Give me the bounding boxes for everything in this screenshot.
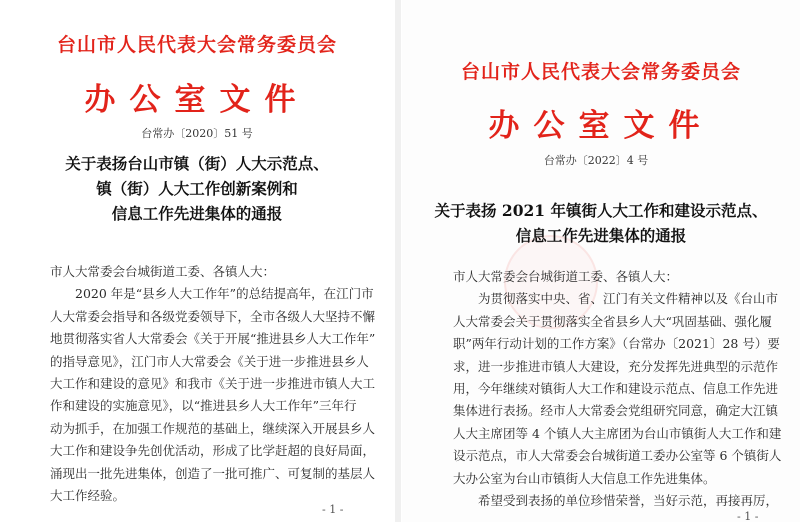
page-number: - 1 - (737, 510, 759, 523)
right-document-page (402, 0, 800, 522)
issuing-organization: 台山市人民代表大会常务委员会 (56, 34, 337, 56)
notice-heading (402, 198, 800, 248)
body-line: 用，今年继续对镇街人大工作和建设示范点、信息工作先进 (453, 381, 779, 397)
body-line: 大工作和建设的意见》和我市《关于进一步推进市镇人大工 (50, 376, 376, 392)
body-line: 职”两年行动计划的工作方案》（台常办〔2021〕28 号）要 (453, 336, 780, 352)
document-number: 台常办〔2020〕51 号 (141, 127, 253, 140)
salutation: 市人大常委会台城街道工委、各镇人大： (453, 269, 679, 284)
salutation: 市人大常委会台城街道工委、各镇人大： (50, 264, 276, 279)
body-line: 大工作和建设争先创优活动，形成了比学赶超的良好局面， (50, 443, 376, 459)
body-line: 为贯彻落实中央、省、江门有关文件精神以及《台山市 (478, 291, 779, 307)
body-line: 人大常委会指导和各级党委领导下，全市各级人大坚持不懈 (50, 308, 376, 324)
heading-line: 关于表扬 2021 年镇街人大工作和建设示范点、 (434, 201, 768, 220)
body-line: 求，进一步推进市镇人大建设，充分发挥先进典型的示范作 (453, 358, 779, 374)
body-line: 2020 年是“县乡人大工作年”的总结提高年，在江门市 (75, 286, 374, 302)
body-line: 大办公室为台山市镇街人大信息工作先进集体。 (453, 470, 716, 486)
body-line: 地贯彻落实省人大常委会《关于开展“推进县乡人大工作年” (50, 331, 376, 347)
closing-line: 希望受到表扬的单位珍惜荣誉，当好示范，再接再厉， (478, 493, 779, 509)
body-line: 涌现出一批先进集体，创造了一批可推广、可复制的基层人 (50, 465, 376, 481)
heading-line: 信息工作先进集体的通报 (111, 204, 283, 223)
document-number: 台常办〔2022〕4 号 (543, 154, 649, 167)
notice-heading (0, 151, 394, 226)
notice-body (50, 261, 376, 507)
heading-line: 关于表扬台山市镇（街）人大示范点、 (65, 154, 329, 173)
body-line: 的指导意见》，江门市人大常委会《关于进一步推进县乡人 (50, 353, 369, 369)
body-line: 人大主席团等 4 个镇人大主席团为台山市镇街人大工作和建 (453, 425, 782, 441)
body-line: 集体进行表扬。经市人大常委会党组研究同意，确定大江镇 (453, 403, 779, 419)
notice-body (453, 266, 782, 512)
heading-line: 信息工作先进集体的通报 (515, 226, 687, 245)
heading-line: 镇（街）人大工作创新案例和 (96, 179, 298, 198)
page-divider (395, 0, 401, 522)
body-line: 人大常委会关于贯彻落实全省县乡人大“巩固基础、强化履 (453, 313, 772, 329)
issuing-organization: 台山市人民代表大会常务委员会 (460, 61, 741, 83)
body-line: 作和建设的实施意见》，以“推进县乡人大工作年”三年行 (50, 398, 357, 414)
left-document-page (0, 0, 394, 522)
page-number: - 1 - (322, 503, 344, 516)
body-line: 动为抓手，在加强工作规范的基础上，继续深入开展县乡人 (50, 420, 376, 436)
office-document-title: 办公室文件 (488, 108, 714, 144)
office-document-title: 办公室文件 (84, 82, 310, 118)
body-line: 设示范点，市人大常委会台城街道工委办公室等 6 个镇街人 (453, 448, 782, 464)
body-line: 大工作经验。 (50, 488, 126, 504)
